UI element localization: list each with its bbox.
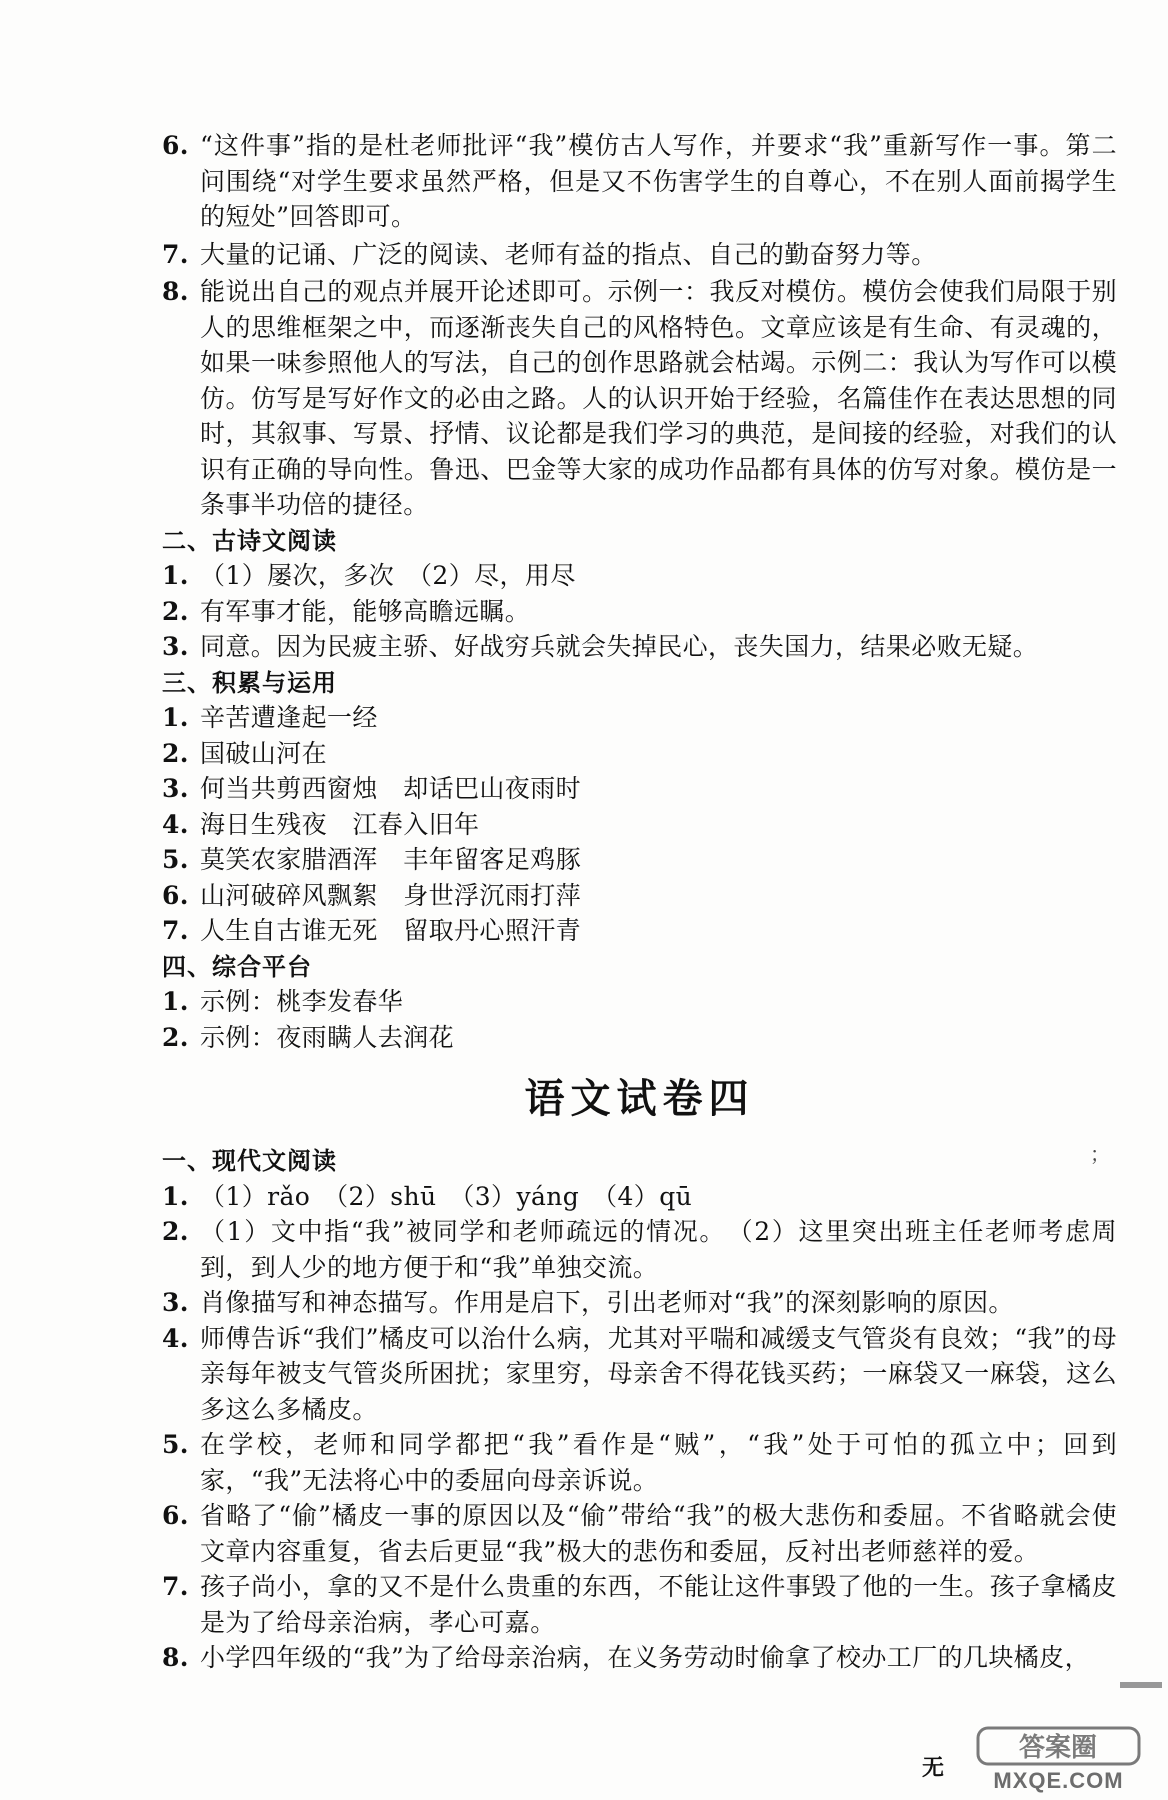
- item-text: 示例：夜雨瞒人去润花: [200, 1022, 455, 1052]
- margin-mark: ；: [1090, 1142, 1110, 1166]
- answer-item: [162, 771, 1117, 807]
- answer-item: [162, 807, 1117, 843]
- item-text: 能说出自己的观点并展开论述即可。示例一：我反对模仿。模仿会使我们局限于别人的思维框架之中，而逐渐丧失自己的风格特色。文章应该是有生命、有灵魂的，如果一味参照他人的写法，自己的创作思路就会枯竭。示例二：我认为写作可以模仿。仿写是写好作文的必由之路。人的认识开始于经验，名篇佳作在表达思想的同时，其叙事、写景、抒情、议论都是我们学习的典范，是间接的经验，对我们的认识有正确的导向性。鲁迅、巴金等大家的成功作品都有具体的仿写对象。模仿是一条事半功倍的捷径。: [200, 277, 1117, 519]
- item-number: 2.: [162, 1217, 189, 1246]
- item-text: “这件事”指的是杜老师批评“我”模仿古人写作，并要求“我”重新写作一事。第二问围绕“对学生要求虽然严格，但是又不伤害学生的自尊心，不在别人面前揭学生的短处”回答即可。: [200, 131, 1117, 231]
- answer-item: [162, 700, 1117, 736]
- item-text: 在学校，老师和同学都把“我”看作是“贼”，“我”处于可怕的孤立中；回到家，“我”无法将心中的委屈向母亲诉说。: [200, 1430, 1117, 1495]
- answer-item: [162, 984, 1117, 1020]
- section-heading-modern-reading: 一、现代文阅读: [162, 1146, 337, 1175]
- item-number: 7.: [162, 239, 189, 269]
- item-number: 6.: [162, 1501, 189, 1530]
- item-number: 6.: [162, 131, 189, 160]
- watermark: [956, 1724, 1161, 1796]
- answer-item: [162, 1020, 1117, 1056]
- item-text: 国破山河在: [200, 738, 328, 768]
- answer-item: [162, 842, 1117, 878]
- item-text: 人生自古谁无死 留取丹心照汗青: [200, 916, 582, 945]
- item-number: 5.: [162, 1430, 189, 1459]
- section-heading-accumulation: 三、积累与运用: [162, 667, 337, 697]
- answer-item: [162, 558, 1117, 594]
- section-heading-comprehensive: 四、综合平台: [162, 951, 312, 981]
- section-heading-classical: 二、古诗文阅读: [162, 525, 337, 555]
- item-text: （1）文中指“我”被同学和老师疏远的情况。 （2）这里突出班主任老师考虑周到，到人少的地方便于和“我”单独交流。: [200, 1217, 1117, 1282]
- answer-item: [162, 1179, 1117, 1215]
- answer-item: [162, 237, 1117, 273]
- item-text: （1）屡次，多次 （2）尽，用尽: [200, 561, 576, 590]
- item-number: 3.: [162, 1288, 189, 1317]
- answer-item: [162, 878, 1117, 914]
- item-text: 示例：桃李发春华: [200, 987, 404, 1016]
- item-text: 何当共剪西窗烛 却话巴山夜雨时: [200, 774, 582, 803]
- item-number: 8.: [162, 277, 189, 306]
- answer-item: [162, 736, 1117, 772]
- item-number: 8.: [162, 1643, 189, 1672]
- item-number: 1.: [162, 987, 189, 1016]
- item-number: 2.: [162, 738, 189, 768]
- item-number: 4.: [162, 1323, 189, 1353]
- item-text: 肖像描写和神态描写。作用是启下，引出老师对“我”的深刻影响的原因。: [200, 1288, 1014, 1317]
- item-text: 省略了“偷”橘皮一事的原因以及“偷”带给“我”的极大悲伤和委屈。不省略就会使文章内容重复，省去后更显“我”极大的悲伤和委屈，反衬出老师慈祥的爱。: [200, 1501, 1117, 1566]
- item-text: 孩子尚小，拿的又不是什么贵重的东西，不能让这件事毁了他的一生。孩子拿橘皮是为了给母亲治病，孝心可嘉。: [200, 1572, 1117, 1637]
- watermark-logo-icon: [976, 1724, 1141, 1768]
- item-number: 1.: [162, 703, 189, 732]
- item-text: 有军事才能，能够高瞻远瞩。: [200, 596, 531, 626]
- scan-artifact-icon: [1120, 1680, 1162, 1690]
- item-text: 山河破碎风飘絮 身世浮沉雨打萍: [200, 880, 582, 910]
- answer-item: [162, 1214, 1117, 1285]
- item-text: 师傅告诉“我们”橘皮可以治什么病，尤其对平喘和减缓支气管炎有良效；“我”的母亲每年被支气管炎所困扰；家里穷，母亲舍不得花钱买药；一麻袋又一麻袋，这么多这么多橘皮。: [200, 1323, 1117, 1424]
- page-number: 无: [922, 1755, 945, 1781]
- item-text: 莫笑农家腊酒浑 丰年留客足鸡豚: [200, 845, 582, 874]
- item-number: 7.: [162, 916, 189, 945]
- item-text: （1）rǎo （2）shū （3）yáng （4）qū: [200, 1181, 693, 1211]
- answer-item: [162, 1285, 1117, 1321]
- item-text: 海日生残夜 江春入旧年: [200, 809, 480, 839]
- svg-text:答案圈: 答案圈: [1018, 1733, 1098, 1763]
- answer-item: [162, 128, 1117, 235]
- item-text: 大量的记诵、广泛的阅读、老师有益的指点、自己的勤奋努力等。: [200, 239, 937, 269]
- answer-item: [162, 629, 1117, 665]
- item-number: 3.: [162, 632, 189, 661]
- item-text: 同意。因为民疲主骄、好战穷兵就会失掉民心，丧失国力，结果必败无疑。: [200, 632, 1039, 661]
- watermark-text: MXQE.COM: [993, 1768, 1124, 1793]
- item-number: 2.: [162, 1022, 189, 1052]
- answer-item: [162, 1321, 1117, 1428]
- answer-item: [162, 1640, 1117, 1676]
- answer-item: [162, 1569, 1117, 1640]
- item-number: 6.: [162, 880, 189, 910]
- item-number: 1.: [162, 561, 189, 590]
- answer-item: [162, 913, 1117, 949]
- item-number: 4.: [162, 809, 189, 839]
- paper-title: 语文试卷四: [524, 1075, 755, 1122]
- answer-item: [162, 1498, 1117, 1569]
- item-number: 2.: [162, 596, 189, 626]
- item-text: 辛苦遭逢起一经: [200, 703, 378, 732]
- answer-item: [162, 594, 1117, 630]
- answer-content: [162, 128, 1117, 1676]
- item-number: 7.: [162, 1572, 189, 1601]
- answer-item: [162, 1427, 1117, 1498]
- item-number: 1.: [162, 1181, 189, 1211]
- item-text: 小学四年级的“我”为了给母亲治病，在义务劳动时偷拿了校办工厂的几块橘皮，: [200, 1643, 1090, 1672]
- answer-item: [162, 274, 1117, 523]
- item-number: 5.: [162, 845, 189, 874]
- item-number: 3.: [162, 774, 189, 803]
